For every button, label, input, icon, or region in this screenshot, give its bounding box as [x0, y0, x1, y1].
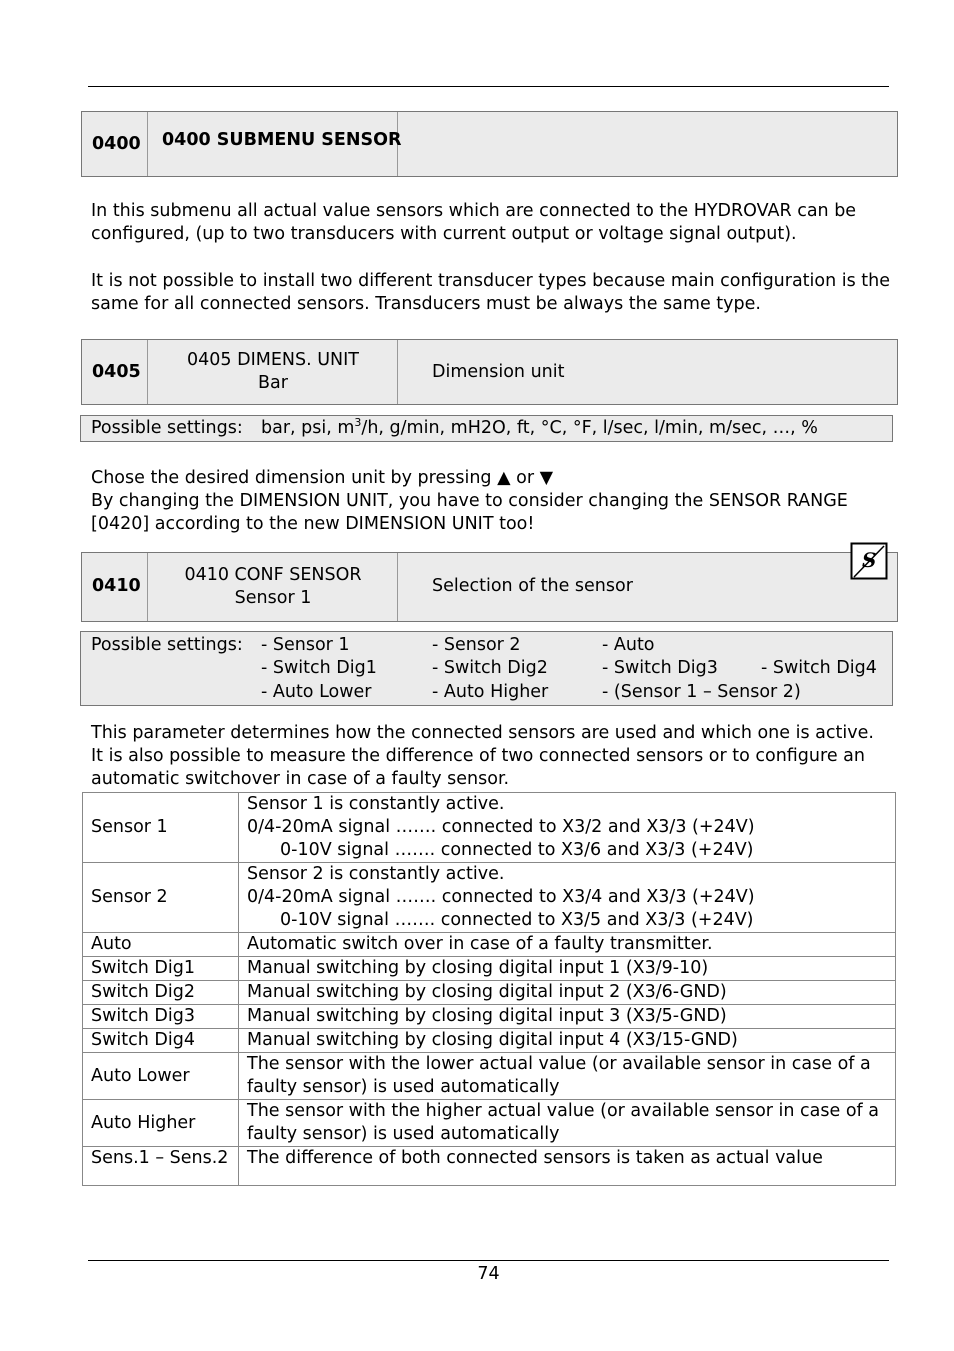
text-line: [0420] according to the new DIMENSION UNIT too!: [91, 514, 535, 534]
text-line: faulty sensor) is used automatically: [247, 1124, 560, 1144]
units-part: bar, psi, m: [261, 418, 355, 438]
option-description: [239, 1100, 896, 1147]
settings-units: [261, 417, 818, 440]
param-0400-header: [81, 111, 898, 177]
text-line: 0-10V signal ……. connected to X3/5 and X3/3 (+24V): [280, 910, 754, 930]
text-line: configured, (up to two transducers with current output or voltage signal output).: [91, 224, 797, 244]
option-description: [239, 793, 896, 863]
param-0405-code: 0405: [92, 362, 141, 382]
option-item: - Sensor 2: [432, 635, 521, 655]
option-name: Sensor 1: [83, 793, 239, 863]
param-0410-description: Selection of the sensor: [432, 576, 633, 596]
text-line: The sensor with the lower actual value (or available sensor in case of a: [247, 1054, 871, 1074]
text-line: In this submenu all actual value sensors which are connected to the HYDROVAR can be: [91, 201, 857, 221]
param-0410-explanation: [91, 722, 891, 791]
option-description: Manual switching by closing digital input 2 (X3/6-GND): [239, 981, 896, 1005]
option-name: Switch Dig4: [83, 1029, 239, 1053]
page-number: 74: [477, 1264, 500, 1284]
option-description: Manual switching by closing digital input 3 (X3/5-GND): [239, 1005, 896, 1029]
sensor-options-table: [82, 792, 896, 1186]
option-name: Switch Dig1: [83, 957, 239, 981]
param-0410-title: 0410 CONF SENSOR: [184, 565, 362, 585]
option-item: - Switch Dig2: [432, 658, 548, 678]
option-name: Auto Higher: [83, 1100, 239, 1147]
option-description: The difference of both connected sensors is taken as actual value: [239, 1147, 896, 1186]
units-part: /h, g/min, mH2O, ft, °C, °F, l/sec, l/min, m/sec, …, %: [361, 418, 818, 438]
option-item: - Switch Dig1: [261, 658, 377, 678]
text-line: automatic switchover in case of a faulty sensor.: [91, 769, 510, 789]
option-name: Switch Dig3: [83, 1005, 239, 1029]
param-0405-title: 0405 DIMENS. UNIT: [187, 350, 359, 370]
param-0405-header: [81, 339, 898, 405]
table-row: [83, 981, 896, 1005]
text-line: 0/4-20mA signal ……. connected to X3/2 and X3/3 (+24V): [247, 817, 755, 837]
text-line: 0-10V signal ……. connected to X3/6 and X3/3 (+24V): [280, 840, 754, 860]
service-parameter-icon: [850, 542, 888, 580]
settings-label: Possible settings:: [91, 418, 243, 438]
text-line: Sensor 2 is constantly active.: [247, 864, 505, 884]
option-item: - (Sensor 1 – Sensor 2): [602, 682, 801, 702]
table-row: [83, 1005, 896, 1029]
option-item: - Auto Lower: [261, 682, 372, 702]
option-item: - Switch Dig3: [602, 658, 718, 678]
text-line: faulty sensor) is used automatically: [247, 1077, 560, 1097]
text-line: Chose the desired dimension unit by pressing ▲ or ▼: [91, 468, 554, 488]
text-line: same for all connected sensors. Transducers must be always the same type.: [91, 294, 761, 314]
param-0400-title: 0400 SUBMENU SENSOR: [162, 130, 402, 150]
param-0410-header: [81, 552, 898, 622]
param-0405-value: Bar: [258, 373, 288, 393]
param-0410-code: 0410: [92, 576, 141, 596]
units-superscript: 3: [354, 416, 362, 430]
option-name: Switch Dig2: [83, 981, 239, 1005]
option-name: Sens.1 – Sens.2: [83, 1147, 239, 1186]
option-name: Auto Lower: [83, 1053, 239, 1100]
text-line: This parameter determines how the connected sensors are used and which one is active.: [91, 723, 874, 743]
param-0405-description: Dimension unit: [432, 362, 565, 382]
service-parameter-letter: S: [862, 548, 877, 572]
option-item: - Sensor 1: [261, 635, 350, 655]
option-description: [239, 1053, 896, 1100]
text-line: It is also possible to measure the difference of two connected sensors or to configure an: [91, 746, 865, 766]
option-item: - Auto: [602, 635, 655, 655]
option-description: Automatic switch over in case of a faulty transmitter.: [239, 933, 896, 957]
param-0410-value: Sensor 1: [234, 588, 312, 608]
text-line: Sensor 1 is constantly active.: [247, 794, 505, 814]
option-name: Auto: [83, 933, 239, 957]
table-row: [83, 1100, 896, 1147]
table-row: [83, 933, 896, 957]
settings-label: Possible settings:: [91, 635, 243, 655]
param-0400-code: 0400: [92, 134, 141, 154]
table-row: [83, 1053, 896, 1100]
option-description: Manual switching by closing digital input 1 (X3/9-10): [239, 957, 896, 981]
option-description: Manual switching by closing digital input 4 (X3/15-GND): [239, 1029, 896, 1053]
table-row: [83, 1029, 896, 1053]
text-line: The sensor with the higher actual value (or available sensor in case of a: [247, 1101, 879, 1121]
option-description: [239, 863, 896, 933]
table-row: [83, 863, 896, 933]
text-line: 0/4-20mA signal ……. connected to X3/4 and X3/3 (+24V): [247, 887, 755, 907]
footer-rule: [88, 1260, 889, 1261]
text-line: It is not possible to install two different transducer types because main configuration is the: [91, 271, 891, 291]
option-item: - Auto Higher: [432, 682, 549, 702]
param-0405-settings: [80, 415, 893, 442]
option-name: Sensor 2: [83, 863, 239, 933]
intro-paragraph-1: [91, 200, 891, 246]
text-line: By changing the DIMENSION UNIT, you have to consider changing the SENSOR RANGE: [91, 491, 848, 511]
param-0405-note: [91, 467, 891, 536]
intro-paragraph-2: [91, 270, 891, 316]
option-item: - Switch Dig4: [761, 658, 877, 678]
table-row: [83, 957, 896, 981]
header-rule: [88, 86, 889, 87]
param-0410-settings: [80, 631, 893, 706]
table-row: [83, 1147, 896, 1186]
divider: [147, 112, 148, 176]
table-row: [83, 793, 896, 863]
